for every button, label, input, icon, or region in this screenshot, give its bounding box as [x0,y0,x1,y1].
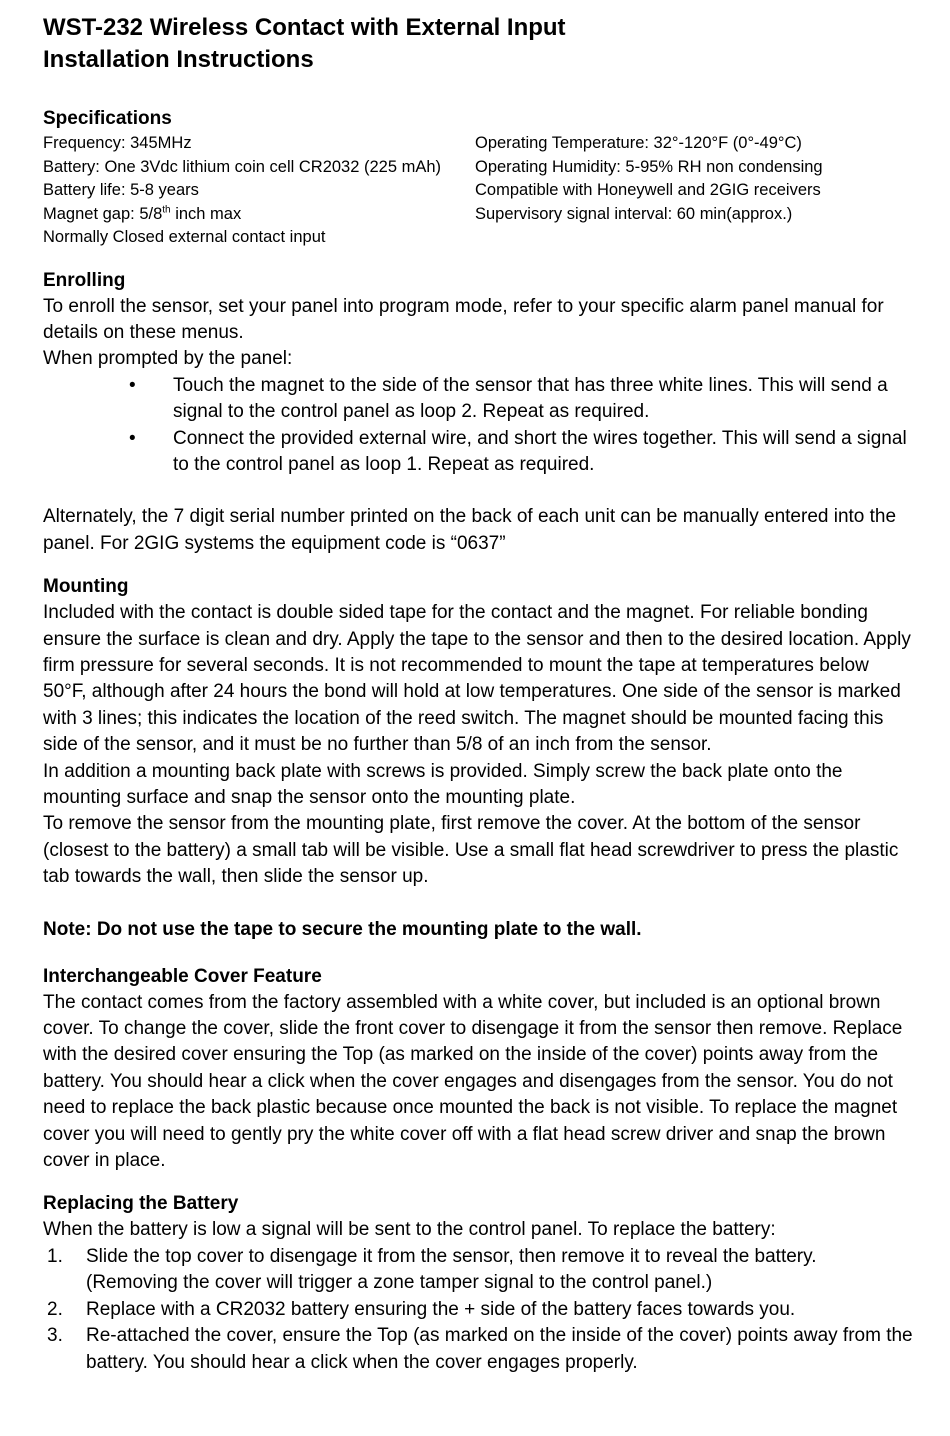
spec-magnet-gap-value: Magnet gap: 5/8 [43,204,163,223]
step-number: 3. [47,1325,63,1347]
enrolling-intro: To enroll the sensor, set your panel into program mode, refer to your specific alarm panel manual for details on these menus. [43,295,884,343]
spec-temperature: Operating Temperature: 32°-120°F (0°-49°C) [475,134,802,152]
cover-heading: Interchangeable Cover Feature [43,965,322,987]
mounting-paragraph-1: Included with the contact is double sided tape for the contact and the magnet. For reliable bonding ensure the surface is clean and dry. Apply the tape to the sensor and then to the desired location. Apply firm pressure for several seconds. It is not recommended to mount the tape at temperatures below 50°F, although after 24 hours the bond will hold at low temperatures. One side of the sensor is marked with 3 lines; this indicates the location of the reed switch. The magnet should be mounted facing this side of the sensor, and it must be no further than 5/8 of an inch from the sensor. [43,602,911,756]
specifications-heading: Specifications [43,108,172,129]
enrolling-alternate: Alternately, the 7 digit serial number printed on the back of each unit can be manually entered into the panel. For 2GIG systems the equipment code is “0637” [43,506,897,554]
enrolling-section [43,268,913,558]
spec-battery: Battery: One 3Vdc lithium coin cell CR2032 (225 mAh) [43,157,442,176]
battery-step [43,1297,913,1323]
step-text: Slide the top cover to disengage it from the sensor, then remove it to reveal the battery. (Removing the cover will trigger a zone tamper signal to the control panel.) [86,1245,817,1294]
mounting-paragraph-3: To remove the sensor from the mounting plate, first remove the cover. At the bottom of the sensor (closest to the battery) a small tab will be visible. Use a small flat head screwdriver to press the plastic tab towards the wall, then slide the sensor up. [43,813,899,888]
spec-frequency: Frequency: 345MHz [43,134,192,152]
spec-supervisory: Supervisory signal interval: 60 min(approx.) [475,204,793,223]
step-text: Re-attached the cover, ensure the Top (as marked on the inside of the cover) points away from the battery. You should hear a click when the cover engages properly. [86,1325,913,1373]
spec-external-input: Normally Closed external contact input [43,228,326,246]
battery-section [43,1191,913,1375]
cover-section [43,964,913,1175]
spec-humidity: Operating Humidity: 5-95% RH non condensing [475,157,823,176]
mounting-heading: Mounting [43,576,129,598]
mounting-paragraph-2: In addition a mounting back plate with screws is provided. Simply screw the back plate onto the mounting surface and snap the sensor onto the mounting plate. [43,760,843,808]
specifications-grid [43,132,913,250]
spec-compatible: Compatible with Honeywell and 2GIG receivers [475,181,821,199]
mounting-section [43,574,913,942]
spec-magnet-gap [43,203,475,227]
enrolling-bullet-item [43,373,913,426]
document-page [43,12,913,1376]
step-text: Replace with a CR2032 battery ensuring the + side of the battery faces towards you. [86,1298,796,1320]
cover-text: The contact comes from the factory assembled with a white cover, but included is an optional brown cover. To change the cover, slide the front cover to disengage it from the sensor then remove. Replace with the desired cover ensuring the Top (as marked on the inside of the cover) points away from the battery. You should hear a click when the cover engages and disengages from the sensor. You do not need to replace the back plastic because once mounted the back is not visible. To replace the magnet cover you will need to gently pry the white cover off with a flat head screw driver and snap the brown cover in place. [43,991,903,1172]
enrolling-prompt: When prompted by the panel: [43,348,293,370]
spec-battery-life: Battery life: 5-8 years [43,181,199,199]
mounting-note: Note: Do not use the tape to secure the mounting plate to the wall. [43,918,642,940]
battery-steps-list [43,1244,913,1376]
battery-step [43,1244,913,1297]
specifications-right-column [475,132,913,250]
bullet-icon: • [129,374,136,396]
spec-magnet-gap-superscript: th [162,204,171,215]
enrolling-bullet-text: Connect the provided external wire, and short the wires together. This will send a signal to the control panel as loop 1. Repeat as required. [173,427,907,475]
battery-step [43,1323,913,1376]
document-title [43,12,913,76]
enrolling-bullet-text: Touch the magnet to the side of the sensor that has three white lines. This will send a signal to the control panel as loop 2. Repeat as required. [173,374,888,423]
specifications-left-column [43,132,475,250]
bullet-icon: • [129,427,136,449]
title-line-1: WST-232 Wireless Contact with External Input [43,14,566,41]
enrolling-bullet-item [43,426,913,479]
enrolling-bullet-list [43,373,913,479]
spec-magnet-gap-unit: inch max [170,204,242,223]
specifications-section [43,106,913,250]
step-number: 2. [47,1298,63,1320]
enrolling-heading: Enrolling [43,269,126,291]
step-number: 1. [47,1245,63,1267]
battery-intro: When the battery is low a signal will be sent to the control panel. To replace the battery: [43,1219,776,1241]
title-line-2: Installation Instructions [43,46,314,73]
battery-heading: Replacing the Battery [43,1193,239,1215]
